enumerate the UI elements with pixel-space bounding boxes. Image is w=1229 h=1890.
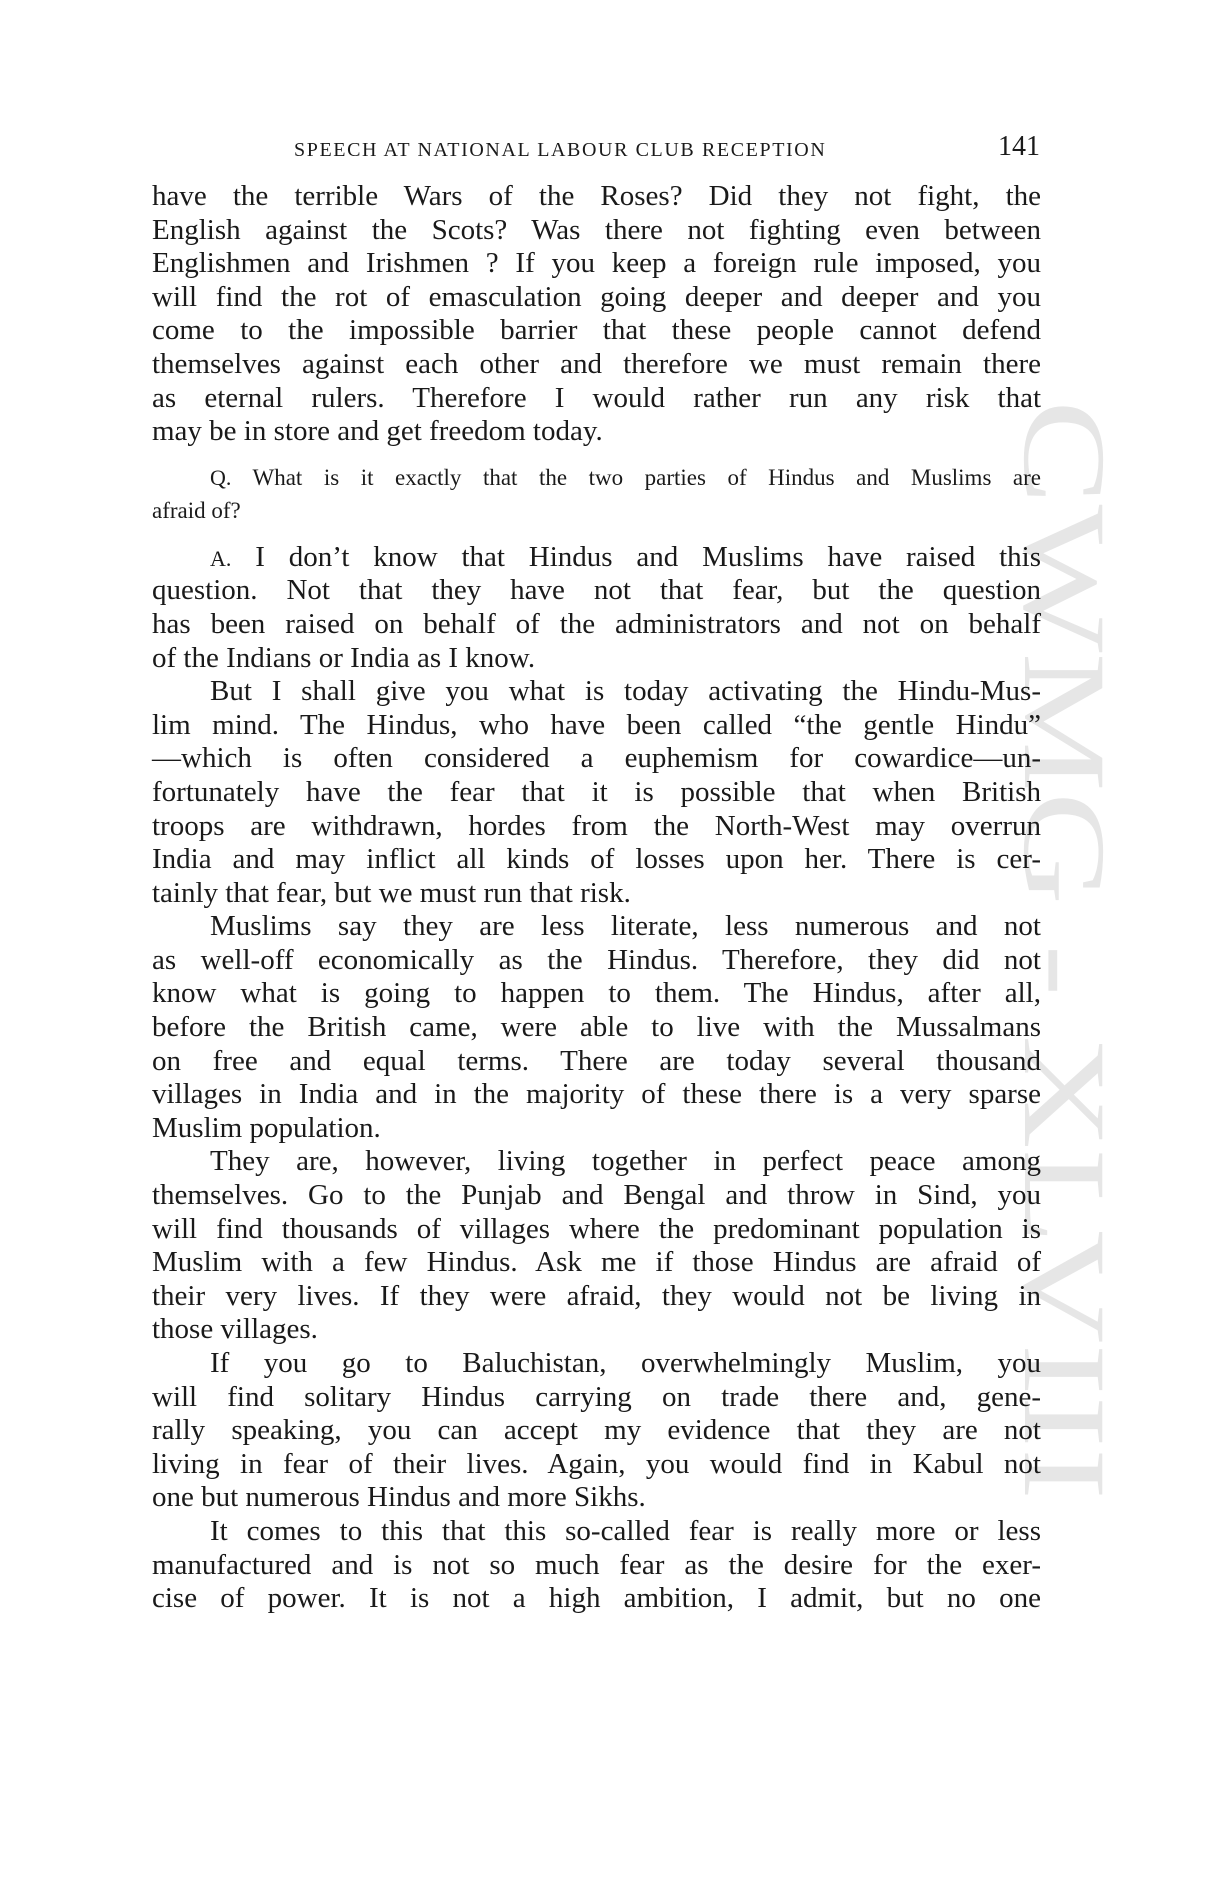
line-text: Muslims say they are less literate, less numerous and not: [210, 910, 1041, 943]
line-text: manufactured and is not so much fear as the desire for the exer-: [152, 1548, 1041, 1581]
line-text: rally speaking, you can accept my evidence that they are not: [152, 1414, 1041, 1447]
text-line: [152, 608, 1041, 642]
line-text: on free and equal terms. There are today several thousand: [152, 1044, 1041, 1077]
line-text: lim mind. The Hindus, who have been called “the gentle Hindu”: [152, 708, 1041, 741]
line-text: of the Indians or India as I know.: [152, 641, 536, 674]
text-line: [152, 843, 1041, 877]
text-line: [152, 1448, 1041, 1482]
text-line: [152, 810, 1041, 844]
running-title: SPEECH AT NATIONAL LABOUR CLUB RECEPTION: [294, 139, 827, 161]
line-text: If you go to Baluchistan, overwhelmingly Muslim, you: [210, 1347, 1041, 1379]
text-line: [152, 1011, 1041, 1045]
text-line: [152, 742, 1041, 776]
line-text: It comes to this that this so-called fear is really more or less: [210, 1514, 1041, 1547]
line-text: afraid of?: [152, 497, 241, 523]
running-head: [152, 131, 1042, 165]
text-line: [152, 1045, 1041, 1079]
text-line: [152, 675, 1041, 709]
line-text: fortunately have the fear that it is possible that when British: [152, 775, 1041, 808]
text-line: [152, 1414, 1041, 1448]
paragraph: [152, 180, 1041, 449]
line-text: troops are withdrawn, hordes from the North-West may overrun: [152, 809, 1041, 842]
line-text: living in fear of their lives. Again, you would find in Kabul not: [152, 1447, 1041, 1480]
page-number: 141: [998, 131, 1040, 162]
text-line: [152, 877, 1041, 911]
paragraph: [152, 675, 1041, 910]
line-text: know what is going to happen to them. The Hindus, after all,: [152, 977, 1041, 1010]
text-line: [152, 944, 1041, 978]
line-text: But I shall give you what is today activating the Hindu-Mus-: [210, 675, 1041, 708]
text-line: [152, 1313, 1041, 1347]
text-line: [152, 314, 1041, 348]
paragraph: [152, 910, 1041, 1145]
text-line: [152, 1246, 1041, 1280]
line-text: themselves. Go to the Punjab and Bengal and throw in Sind, you: [152, 1179, 1041, 1212]
text-line: [152, 1381, 1041, 1415]
text-line: [152, 1078, 1041, 1112]
watermark-text: CWMG - XLVIII: [999, 400, 1130, 1229]
line-text: English against the Scots? Was there not fighting even between: [152, 213, 1041, 246]
qa-marker: Q.: [210, 464, 232, 490]
line-text: will find the rot of emasculation going deeper and deeper and you: [152, 280, 1041, 313]
text-line: [152, 574, 1041, 608]
line-text: will find thousands of villages where the predominant population is: [152, 1212, 1041, 1245]
line-text: Muslim with a few Hindus. Ask me if those Hindus are afraid of: [152, 1246, 1041, 1279]
text-line: [152, 415, 1041, 449]
text-line: [152, 1347, 1041, 1381]
line-text: before the British came, were able to live with the Mussalmans: [152, 1011, 1041, 1044]
text-line: [152, 494, 1041, 527]
line-text: Englishmen and Irishmen ? If you keep a foreign rule imposed, you: [152, 247, 1041, 280]
text-line: [152, 1515, 1041, 1549]
line-text: one but numerous Hindus and more Sikhs.: [152, 1481, 646, 1514]
question-paragraph: [152, 461, 1041, 527]
line-text: tainly that fear, but we must run that risk.: [152, 876, 631, 909]
text-line: [152, 709, 1041, 743]
line-text: their very lives. If they were afraid, they would not be living in: [152, 1279, 1041, 1312]
line-text: themselves against each other and therefore we must remain there: [152, 347, 1041, 380]
text-line: [152, 1549, 1041, 1583]
line-text: I don’t know that Hindus and Muslims have raised this: [255, 540, 1041, 573]
text-line: [152, 1145, 1041, 1179]
text-line: [152, 348, 1041, 382]
text-line: [152, 461, 1041, 494]
text-line: [152, 382, 1041, 416]
qa-marker: A.: [210, 545, 232, 571]
line-text: may be in store and get freedom today.: [152, 415, 603, 448]
line-text: What is it exactly that the two parties of Hindus and Muslims are: [252, 464, 1041, 490]
text-line: [152, 776, 1041, 810]
text-line: [152, 910, 1041, 944]
text-line: [152, 180, 1041, 214]
text-line: [152, 281, 1041, 315]
line-text: will find solitary Hindus carrying on trade there and, gene-: [152, 1380, 1041, 1413]
line-text: villages in India and in the majority of these there is a very sparse: [152, 1078, 1041, 1111]
line-text: as well-off economically as the Hindus. Therefore, they did not: [152, 943, 1041, 976]
text-line: [152, 1481, 1041, 1515]
line-text: Muslim population.: [152, 1111, 381, 1144]
line-text: as eternal rulers. Therefore I would rather run any risk that: [152, 381, 1041, 414]
body-text: [152, 180, 1041, 1616]
line-text: come to the impossible barrier that these people cannot defend: [152, 314, 1041, 347]
line-text: have the terrible Wars of the Roses? Did they not fight, the: [152, 180, 1041, 212]
text-line: [152, 642, 1041, 676]
text-line: [152, 541, 1041, 575]
text-line: [152, 214, 1041, 248]
line-text: cise of power. It is not a high ambition, I admit, but no one: [152, 1582, 1041, 1615]
line-text: those villages.: [152, 1313, 318, 1346]
line-text: —which is often considered a euphemism for cowardice—un-: [152, 742, 1041, 775]
text-line: [152, 1112, 1041, 1146]
text-line: [152, 1280, 1041, 1314]
text-line: [152, 1179, 1041, 1213]
text-line: [152, 247, 1041, 281]
paragraph: [152, 1515, 1041, 1616]
line-text: They are, however, living together in perfect peace among: [210, 1145, 1041, 1178]
line-text: has been raised on behalf of the administrators and not on behalf: [152, 607, 1041, 640]
text-line: [152, 977, 1041, 1011]
paragraph: [152, 1145, 1041, 1347]
text-line: [152, 1582, 1041, 1616]
paragraph: [152, 1347, 1041, 1515]
line-text: India and may inflict all kinds of losses upon her. There is cer-: [152, 843, 1041, 876]
answer-paragraph: [152, 541, 1041, 675]
line-text: question. Not that they have not that fear, but the question: [152, 574, 1041, 607]
text-line: [152, 1213, 1041, 1247]
